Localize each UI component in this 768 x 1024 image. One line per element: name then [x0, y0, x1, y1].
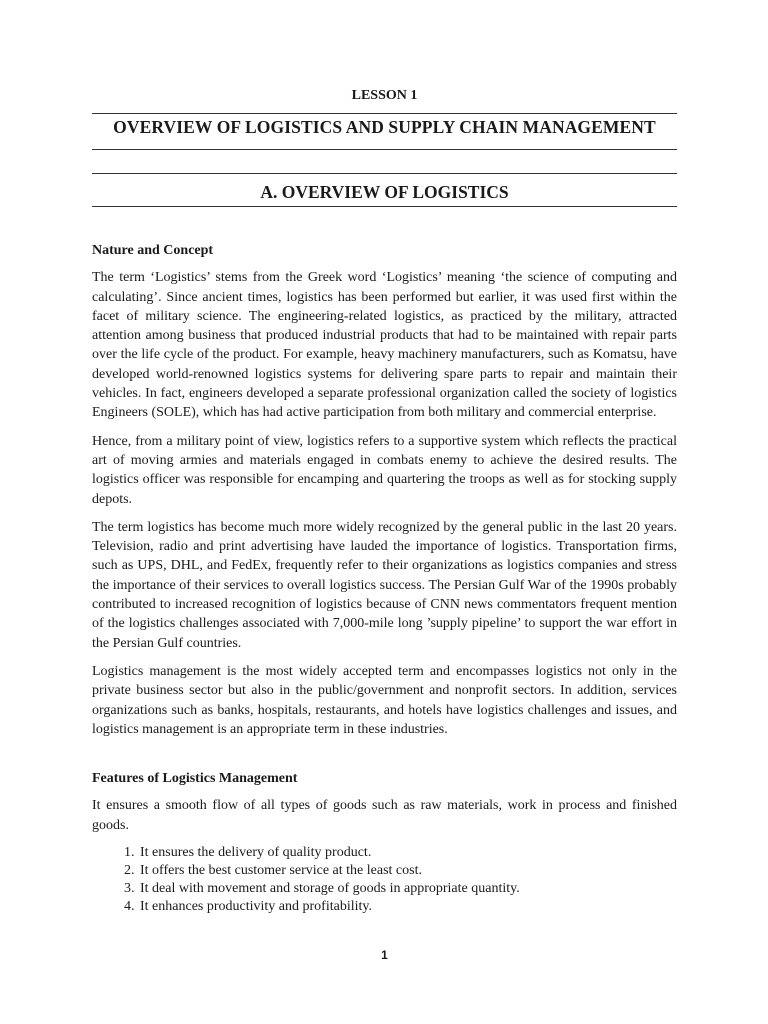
list-item: 2. It offers the best customer service at the least cost.	[138, 862, 677, 880]
section-top-rule	[92, 173, 677, 174]
section-title: A. OVERVIEW OF LOGISTICS	[260, 182, 509, 202]
page-title: OVERVIEW OF LOGISTICS AND SUPPLY CHAIN MANAGEMENT	[113, 117, 656, 137]
page-number: 1	[381, 948, 388, 962]
nature-paragraph-4: Logistics management is the most widely accepted term and encompasses logistics not only in the private business sector but also in the public/government and nonprofit sectors. In addition, services organizations such as banks, hospitals, restaurants, and hotels have logistics challenges and issues, and logistics management is an appropriate term in these industries.	[92, 663, 677, 737]
section-bottom-rule	[92, 206, 677, 207]
title-bottom-rule	[92, 149, 677, 150]
nature-paragraph-1: The term ‘Logistics’ stems from the Greek word ‘Logistics’ meaning ‘the science of computing and calculating’. Since ancient times, logistics has been performed but earlier, it was used first within the facet of military science. The engineering-related logistics, as practiced by the military, attracted attention among business that produced industrial products that had to be maintained with repair parts over the life cycle of the product. For example, heavy machinery manufacturers, such as Komatsu, have developed world-renowned logistics systems for delivering spare parts to repair and maintain their vehicles. In fact, engineers developed a separate professional organization called the society of logistics Engineers (SOLE), which has had active participation from both military and commercial enterprise.	[92, 270, 677, 421]
nature-heading: Nature and Concept	[92, 243, 214, 258]
features-heading: Features of Logistics Management	[92, 771, 298, 787]
nature-paragraph-2: Hence, from a military point of view, logistics refers to a supportive system which reflects the practical art of moving armies and materials engaged in combats enemy to achieve the desired results. The logistics officer was responsible for encamping and quartering the troops as well as for stocking supply depots.	[92, 433, 677, 507]
nature-paragraph-3: The term logistics has become much more widely recognized by the general public in the last 20 years. Television, radio and print advertising have lauded the importance of logistics. Transportation firms, such as UPS, DHL, and FedEx, frequently refer to their organizations as logistics companies and stress the importance of their services to overall logistics success. The Persian Gulf War of the 1990s probably contributed to increased recognition of logistics because of CNN news commentators frequent mention of the logistics challenges associated with 7,000-mile long ’supply pipeline’ to support the war effort in the Persian Gulf countries.	[92, 519, 677, 651]
list-item: 4. It enhances productivity and profitability.	[138, 898, 677, 916]
lesson-label: LESSON 1	[351, 88, 418, 103]
body-content	[92, 241, 677, 916]
features-list	[92, 844, 677, 916]
features-intro: It ensures a smooth flow of all types of goods such as raw materials, work in process and finished goods.	[92, 798, 677, 833]
list-item: 1. It ensures the delivery of quality product.	[138, 844, 677, 862]
title-top-rule	[92, 113, 677, 114]
list-item: 3. It deal with movement and storage of goods in appropriate quantity.	[138, 880, 677, 898]
